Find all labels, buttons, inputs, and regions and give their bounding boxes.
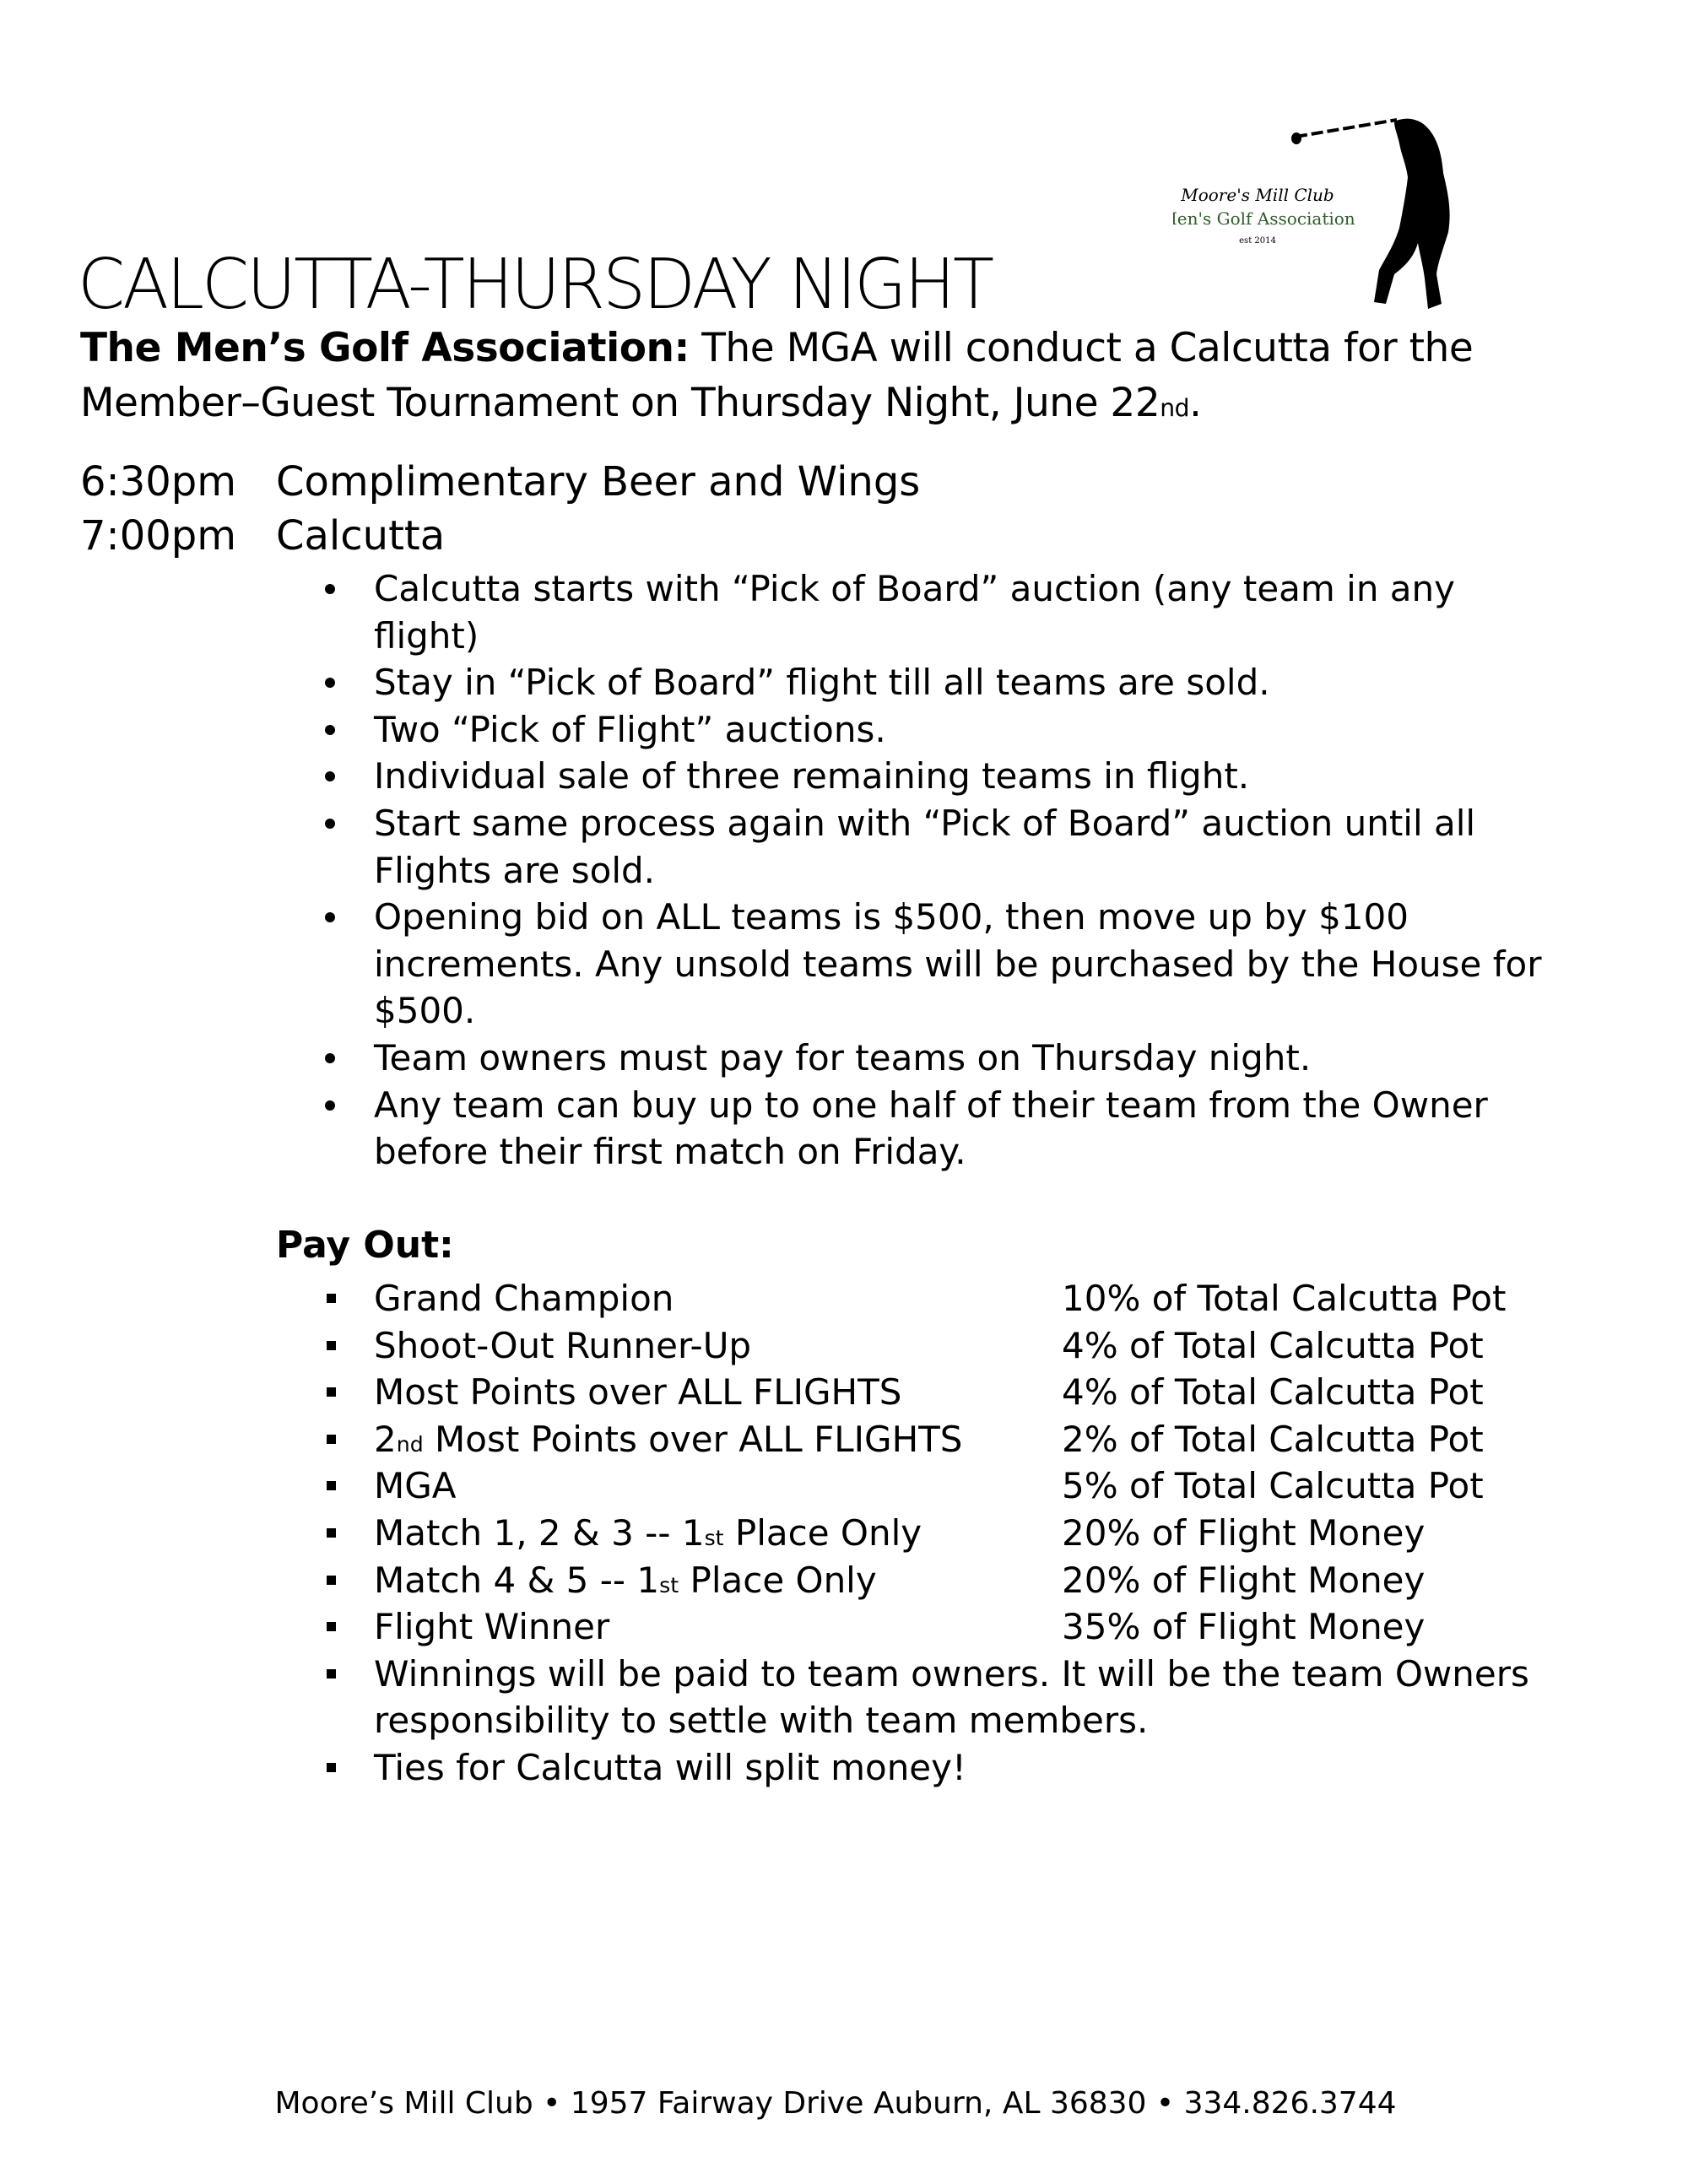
intro-line-2 <box>80 380 1201 426</box>
list-item <box>0 706 1541 754</box>
footer-address: Moore’s Mill Club • 1957 Fairway Drive Auburn, AL 36830 • 334.826.3744 <box>274 2086 1397 2121</box>
ordinal-suffix: st <box>704 1525 724 1550</box>
bullet-icon <box>325 819 335 829</box>
bullet-icon <box>325 678 335 688</box>
schedule-row <box>0 512 1688 563</box>
bullet-icon <box>325 771 335 781</box>
payout-note <box>0 1744 1529 1792</box>
payout-row <box>0 1557 1529 1604</box>
calcutta-rules-list <box>0 565 1541 1176</box>
payout-label <box>374 1325 751 1366</box>
payout-amount: 4% of Total Calcutta Pot <box>1062 1324 1484 1366</box>
square-bullet-icon <box>327 1435 336 1444</box>
list-item <box>0 894 1541 1035</box>
ordinal-suffix: st <box>659 1572 679 1597</box>
payout-amount: 20% of Flight Money <box>1062 1559 1426 1601</box>
schedule-event: Complimentary Beer and Wings <box>276 458 921 505</box>
list-item-text: Stay in “Pick of Board” flight till all teams are sold. <box>374 662 1270 704</box>
intro-bold-label: The Men’s Golf Association: <box>80 325 690 371</box>
payout-row <box>0 1510 1529 1557</box>
list-item <box>0 800 1541 894</box>
bullet-icon <box>325 912 335 922</box>
payout-label <box>374 1512 922 1554</box>
list-item-text: Two “Pick of Flight” auctions. <box>374 708 886 750</box>
payout-amount: 4% of Total Calcutta Pot <box>1062 1371 1484 1414</box>
intro-text: . <box>1189 380 1202 426</box>
payout-label <box>374 1465 457 1506</box>
logo-established: est 2014 <box>1239 236 1276 246</box>
square-bullet-icon <box>327 1294 336 1303</box>
payout-label-text: Match 1, 2 & 3 -- 1 <box>374 1511 705 1554</box>
list-item <box>0 753 1541 800</box>
payout-label-text: Place Only <box>679 1559 877 1601</box>
intro-text: The MGA will conduct a Calcutta for the <box>689 325 1474 371</box>
payout-label <box>374 1419 962 1460</box>
intro-line-1 <box>80 325 1473 371</box>
logo-association-name: Men's Golf Association <box>1173 208 1355 229</box>
payout-amount: 10% of Total Calcutta Pot <box>1062 1278 1507 1319</box>
payout-label-text: Grand Champion <box>374 1278 674 1319</box>
schedule-time: 7:00pm <box>80 512 237 560</box>
payout-label-text: 2 <box>374 1418 397 1460</box>
schedule-event: Calcutta <box>276 512 446 560</box>
list-item <box>0 1035 1541 1082</box>
payout-amount: 20% of Flight Money <box>1062 1511 1426 1554</box>
payout-amount: 2% of Total Calcutta Pot <box>1062 1418 1484 1460</box>
payout-label <box>374 1606 609 1647</box>
payout-row <box>0 1369 1529 1416</box>
payout-label-text: Match 4 & 5 -- 1 <box>374 1559 660 1601</box>
schedule-time: 6:30pm <box>80 458 237 505</box>
payout-label-text: Flight Winner <box>374 1606 610 1648</box>
list-item-text: Any team can buy up to one half of their team from the Owner before their first match on Friday. <box>374 1084 1488 1173</box>
list-item-text: Team owners must pay for teams on Thursday night. <box>374 1036 1312 1078</box>
square-bullet-icon <box>327 1481 336 1490</box>
logo-club-name: Moore's Mill Club <box>1181 185 1334 205</box>
golfer-silhouette-icon <box>1173 93 1469 321</box>
payout-row <box>0 1275 1529 1322</box>
payout-heading: Pay Out: <box>276 1224 454 1267</box>
mga-logo <box>1173 93 1469 321</box>
payout-row <box>0 1416 1529 1463</box>
bullet-icon <box>325 1100 335 1111</box>
payout-row <box>0 1462 1529 1510</box>
ordinal-suffix: nd <box>1160 394 1189 422</box>
payout-label-text: Most Points over ALL FLIGHTS <box>423 1418 963 1460</box>
payout-row <box>0 1603 1529 1651</box>
payout-amount: 35% of Flight Money <box>1062 1606 1426 1648</box>
payout-note <box>0 1651 1529 1744</box>
payout-label-text: Place Only <box>723 1511 922 1554</box>
payout-label-text: MGA <box>374 1465 457 1507</box>
payout-row <box>0 1322 1529 1370</box>
payout-label <box>374 1278 674 1319</box>
page-title: CALCUTTA-THURSDAY NIGHT <box>78 245 993 325</box>
bullet-icon <box>325 725 335 735</box>
square-bullet-icon <box>327 1387 336 1397</box>
list-item <box>0 565 1541 659</box>
payout-label <box>374 1560 877 1601</box>
payout-note-text: Ties for Calcutta will split money! <box>374 1746 966 1788</box>
square-bullet-icon <box>327 1669 336 1679</box>
payout-list <box>0 1275 1529 1792</box>
ordinal-suffix: nd <box>396 1431 424 1457</box>
intro-text: Member–Guest Tournament on Thursday Night, June 22 <box>80 380 1160 426</box>
square-bullet-icon <box>327 1576 336 1585</box>
list-item-text: Opening bid on ALL teams is $500, then move up by $100 increments. Any unsold teams will be purchased by the House for $500. <box>374 896 1542 1032</box>
bullet-icon <box>325 1053 335 1063</box>
list-item-text: Start same process again with “Pick of Board” auction until all Flights are sold. <box>374 802 1476 891</box>
payout-label-text: Shoot-Out Runner-Up <box>374 1324 752 1366</box>
list-item-text: Individual sale of three remaining teams in flight. <box>374 755 1250 797</box>
square-bullet-icon <box>327 1622 336 1631</box>
payout-label <box>374 1371 901 1413</box>
square-bullet-icon <box>327 1341 336 1350</box>
payout-note-text: Winnings will be paid to team owners. It will be the team Owners responsibility to settle with team members. <box>374 1652 1529 1742</box>
square-bullet-icon <box>327 1528 336 1538</box>
square-bullet-icon <box>327 1763 336 1772</box>
list-item <box>0 659 1541 706</box>
list-item-text: Calcutta starts with “Pick of Board” auction (any team in any flight) <box>374 568 1456 657</box>
list-item <box>0 1082 1541 1176</box>
payout-amount: 5% of Total Calcutta Pot <box>1062 1465 1484 1507</box>
payout-label-text: Most Points over ALL FLIGHTS <box>374 1371 902 1414</box>
schedule-row <box>0 458 1688 509</box>
bullet-icon <box>325 584 335 594</box>
